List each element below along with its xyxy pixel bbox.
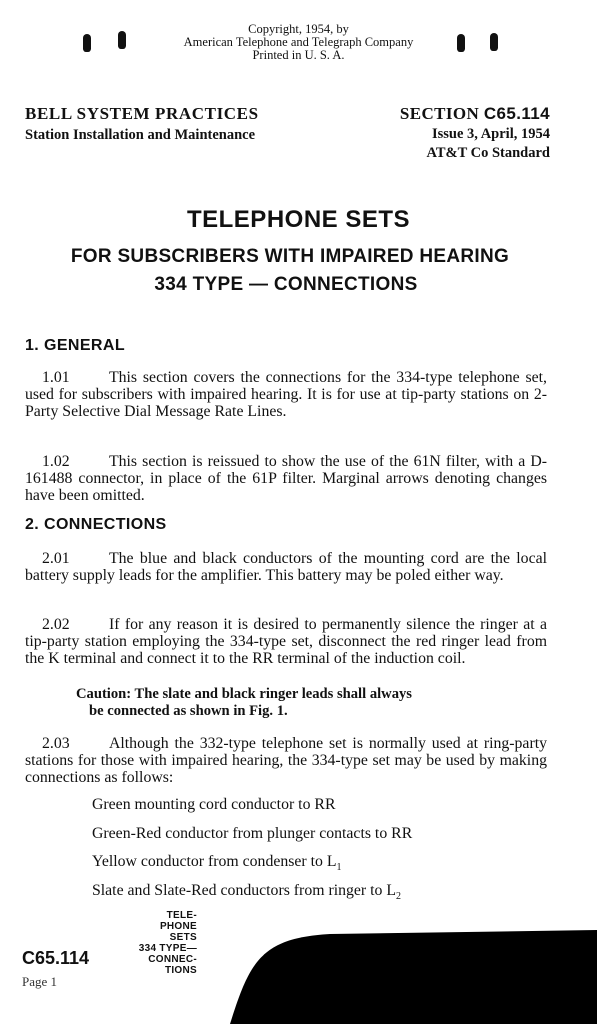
paragraph-number: 2.03 (42, 735, 70, 752)
connection-item: Green-Red conductor from plunger contacts to RR (92, 825, 413, 842)
standard-label: AT&T Co Standard (426, 145, 550, 161)
footer-stamp (22, 910, 197, 1020)
paragraph-text: This section is reissued to show the use of the 61N filter, with a D-161488 connector, in place of the 61P filter. Marginal arrows denoting changes have been omitted. (25, 453, 547, 504)
keyword-line: SETS (169, 932, 197, 943)
header-left (25, 104, 259, 144)
issue-date: Issue 3, April, 1954 (431, 126, 550, 142)
bell-system-practices: BELL SYSTEM PRACTICES (25, 104, 259, 123)
connection-item: Slate and Slate-Red conductors from ringer to $L_2$ (92, 882, 402, 903)
connection-item: Green mounting cord conductor to RR (92, 796, 336, 813)
caution-line-2: be connected as shown in Fig. 1. (89, 703, 288, 719)
station-installation: Station Installation and Maintenance (25, 127, 256, 143)
title-line-1: TELEPHONE SETS (186, 206, 411, 233)
keyword-line: CONNEC- (148, 954, 197, 965)
keyword-line: TELE- (166, 910, 197, 921)
page-number: Page 1 (22, 974, 58, 989)
title-line-2: FOR SUBSCRIBERS WITH IMPAIRED HEARING (70, 246, 510, 267)
paragraph-2-03 (25, 735, 547, 786)
copyright-line-2: American Telephone and Telegraph Company (183, 35, 414, 49)
paragraph-text: The blue and black conductors of the mounting cord are the local battery supply leads for the amplifier. This battery may be poled either way. (25, 550, 547, 584)
title-line-3: 334 TYPE — CONNECTIONS (154, 274, 418, 295)
paragraph-text: Although the 332-type telephone set is normally used at ring-party stations for those with impaired hearing, the 334-type set may be used by making connections as follows: (25, 735, 547, 786)
caution-line-1: Caution: The slate and black ringer leads shall always (76, 686, 412, 702)
caution-note (76, 686, 546, 720)
footer-section-code: C65.114 (22, 948, 90, 968)
section-heading-general: 1. GENERAL (25, 337, 126, 354)
paragraph-1-02 (25, 453, 547, 504)
copyright-line-3: Printed in U. S. A. (252, 48, 345, 62)
keyword-line: 334 TYPE— (138, 943, 197, 954)
paragraph-number: 1.02 (42, 453, 70, 470)
connection-item: Yellow conductor from condenser to $L_1$ (92, 853, 342, 874)
copyright-notice (0, 23, 597, 62)
section-number (400, 104, 550, 124)
paragraph-number: 2.01 (42, 550, 70, 567)
section-heading-connections: 2. CONNECTIONS (25, 516, 167, 533)
copyright-line-1: Copyright, 1954, by (248, 22, 349, 36)
paragraph-2-02 (25, 616, 547, 667)
paragraph-1-01 (25, 369, 547, 420)
paragraph-2-01 (25, 550, 547, 584)
keyword-line: TIONS (164, 965, 197, 976)
keyword-line: PHONE (159, 921, 197, 932)
section-label: SECTION (399, 104, 480, 123)
index-keyword (117, 910, 197, 976)
paragraph-number: 1.01 (42, 369, 70, 386)
paragraph-text: If for any reason it is desired to permanently silence the ringer at a tip-party station employing the 334-type set, disconnect the red ringer lead from the K terminal and connect it to the RR terminal of the induction coil. (25, 616, 547, 667)
header-right (400, 104, 550, 162)
paragraph-number: 2.02 (42, 616, 70, 633)
paragraph-text: This section covers the connections for the 334-type telephone set, used for subscribers with impaired hearing. It is for use at tip-party stations on 2-Party Selective Dial Message Rate Lines. (25, 369, 547, 420)
section-code: C65.114 (483, 104, 550, 123)
